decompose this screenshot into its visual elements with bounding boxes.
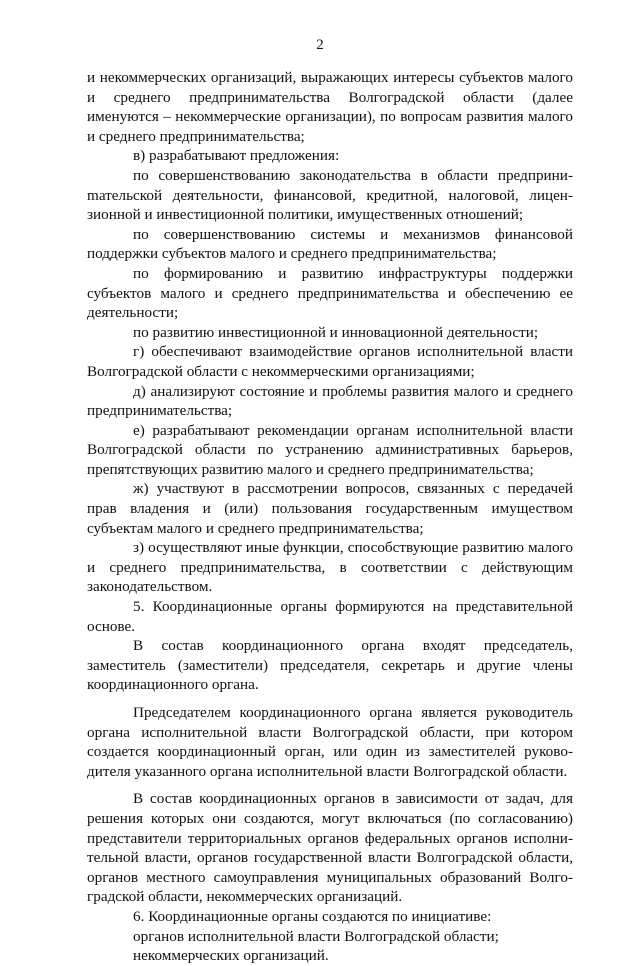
paragraph: 5. Координационные органы формируются на представительной основе. xyxy=(87,598,573,635)
paragraph: В состав координационных органов в зависимости от задач, для решения которых они создаются, могут включаться (по согласованию) представители территориальных органов федеральных органов исполнительной власти, органов государственной власти Волгоградской области, органов местного самоуправления муниципальных образований Волгоградской области, некоммерческих организаций. xyxy=(87,790,573,906)
paragraph: и некоммерческих организаций, выражающих интересы субъектов малого и среднего предпринимательства Волгоградской области (далее именуются – некоммерческие организации), по вопросам развития малого и среднего предпринимательства; xyxy=(87,69,573,145)
paragraph: г) обеспечивают взаимодействие органов исполнительной власти Волгоградской области с некоммерческими организациями; xyxy=(87,343,573,380)
paragraph: з) осуществляют иные функции, способствующие развитию малого и среднего предпринимательства, в соответствии с действующим законодательством. xyxy=(87,539,573,596)
paragraph: ж) участвуют в рассмотрении вопросов, связанных с передачей прав владения и (или) пользования государственным имуществом субъектам малого и среднего предпринимательства; xyxy=(87,480,573,537)
paragraph: Председателем координационного органа является руководитель органа исполнительной власти Волгоградской области, при котором создается координационный орган, или один из заместителей руководителя указанного органа исполнительной власти Волгоградской области. xyxy=(87,704,573,780)
paragraph: по развитию инвестиционной и инновационной деятельности; xyxy=(133,323,539,341)
paragraph: по формированию и развитию инфраструктуры поддержки субъектов малого и среднего предпринимательства и обеспечению ее деятельности; xyxy=(87,264,573,322)
paragraph: в) разрабатывают предложения: xyxy=(133,147,340,165)
paragraph: В состав координационного органа входят председатель, заместитель (заместители) председателя, секретарь и другие члены координационного органа. xyxy=(87,637,573,694)
paragraph: по совершенствованию законодательства в области предприниmательской деятельности, финансовой, кредитной, налоговой, лицензионной и инвестиционной политики, имущественных отношений; xyxy=(87,166,573,224)
paragraph: е) разрабатывают рекомендации органам исполнительной власти Волгоградской области по устранению административных барьеров, препятствующих развитию малого и среднего предпринимательства; xyxy=(87,421,573,478)
paragraph: по совершенствованию системы и механизмов финансовой поддержки субъектов малого и среднего предпринимательства; xyxy=(87,225,573,263)
paragraph: д) анализируют состояние и проблемы развития малого и среднего предпринимательства; xyxy=(87,382,573,420)
paragraph: 6. Координационные органы создаются по инициативе: xyxy=(133,907,492,925)
document-body xyxy=(87,68,573,966)
page-number: 2 xyxy=(316,37,324,53)
paragraph: органов исполнительной власти Волгоградской области; xyxy=(133,927,499,945)
paragraph: некоммерческих организаций. xyxy=(133,947,329,965)
